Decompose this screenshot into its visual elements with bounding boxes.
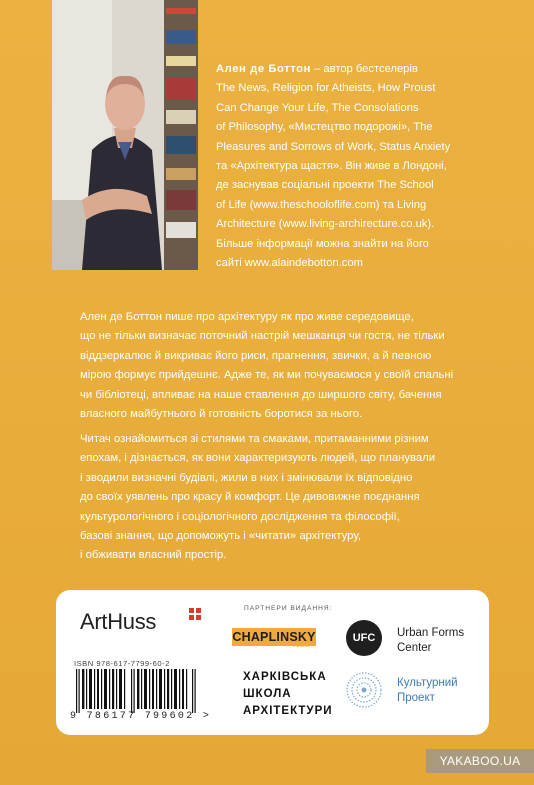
watermark: YAKABOO.UA [426,749,534,773]
chaplinsky-logo [232,628,316,652]
barcode-icon [74,669,199,713]
bio-line: – автор бестселерів [310,63,418,75]
bio-line: Architecture (www.living-archirecture.co.uk). [216,218,435,231]
author-name: Ален де Боттон [216,63,311,75]
bio-line: де заснував соціальні проекти The School [216,179,434,192]
description-line: базові знання, що допоможуть і «читати» архітектуру, [80,530,361,543]
description-paragraph-1 [80,308,490,424]
publisher-logo: ArtHuss [80,609,157,634]
publisher-mark-icon [189,608,201,620]
ufc-line: Urban Forms [397,627,465,639]
publisher-panel [56,590,489,735]
bio-line: of Philosophy, «Мистецтво подорожі», The [216,121,433,134]
ufc-line: Center [397,642,432,654]
culture-project-logo-icon [346,672,382,708]
description-paragraph-2 [80,430,490,566]
description-line: Читач ознайомиться зі стилями та смаками, притаманними різним [80,433,429,445]
culture-line: Проект [397,692,435,704]
description-line: чи бібліотеці, впливає на наше ставлення до ширшого світу, бачення [80,388,442,401]
description-line: що не тільки визначає поточний настрій мешканця чи гостя, не тільки [80,330,445,343]
partners-heading: ПАРТНЕРИ ВИДАННЯ: [244,605,333,612]
culture-line: Культурний [397,677,458,689]
bio-line: of Life (www.theschooloflife.com) та Living [216,198,427,211]
ufc-logo: UFC [346,620,382,656]
bio-line: Can Change Your Life, The Consolations [216,101,419,114]
bio-line: Pleasures and Sorrows of Work, Status Anxiety [216,140,451,153]
kharkiv-school-logo [243,669,333,720]
description-line: віддзеркалює й викриває його риси, прагнення, звички, а й певною [80,349,432,362]
description-line: і зводили визначні будівлі, жили в них і змінювали їх відповідно [80,471,413,484]
school-line: ШКОЛА [243,688,292,700]
description-line: культурологічного і соціологічного дослідження та філософії, [80,510,400,523]
culture-project-name [397,676,458,706]
description-line: власного майбутнього й готовність боротися за нього. [80,408,363,421]
description-line: Ален де Боттон пише про архітектуру як про живе середовище, [80,311,414,323]
isbn: ISBN 978-617-7799-60-2 [74,659,170,668]
author-bio [216,60,516,273]
bio-line: та «Архітектура щастя». Він живе в Лондоні, [216,160,447,173]
description-line: і обживати власний простір. [80,549,227,562]
description-line: мірою формує прийдешнє. Адже те, як ми почуваємося у своїй спальні [80,369,454,382]
bio-line: Більше інформації можна знайти на його [216,237,429,250]
chaplinsky-label: CHAPLINSKY [232,630,316,644]
description-line: епохам, і дізнається, як вони характеризують людей, що планували [80,452,436,465]
school-line: АРХІТЕКТУРИ [243,705,333,717]
barcode-digits: 9 786177 799602 > [70,711,212,722]
bio-line: The News, Religion for Atheists, How Proust [216,82,436,95]
bio-line: сайті www.alaindebotton.com [216,257,363,270]
ufc-name [397,626,464,656]
school-line: ХАРКІВСЬКА [243,671,327,683]
author-photo [52,0,198,270]
chaplinsky-sub: VLOG [291,642,310,649]
description-line: до своїх уявлень про красу й комфорт. Це дивовижне поєднання [80,491,420,504]
